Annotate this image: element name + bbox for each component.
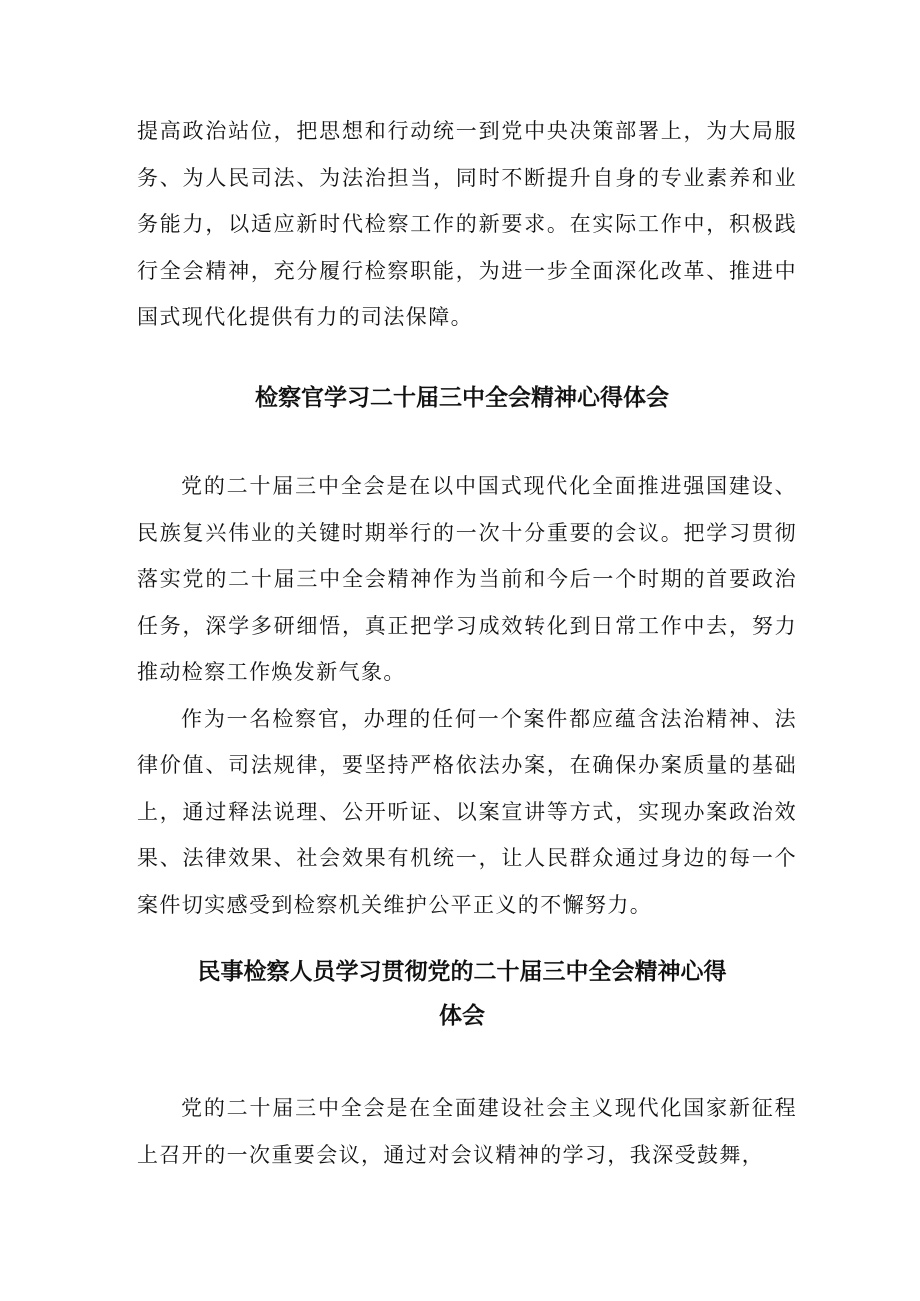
paragraph: 党的二十届三中全会是在以中国式现代化全面推进强国建设、民族复兴伟业的关键时期举行的一次十分重要的会议。把学习贯彻落实党的二十届三中全会精神作为当前和今后一个时期的首要政治任务，深学多研细悟，真正把学习成效转化到日常工作中去，努力推动检察工作焕发新气象。 bbox=[137, 474, 797, 684]
paragraph: 提高政治站位，把思想和行动统一到党中央决策部署上，为大局服务、为人民司法、为法治担当，同时不断提升自身的专业素养和业务能力，以适应新时代检察工作的新要求。在实际工作中，积极践行全会精神，充分履行检察职能，为进一步全面深化改革、推进中国式现代化提供有力的司法保障。 bbox=[137, 119, 797, 329]
paragraph: 作为一名检察官，办理的任何一个案件都应蕴含法治精神、法律价值、司法规律，要坚持严格依法办案，在确保办案质量的基础上，通过释法说理、公开听证、以案宣讲等方式，实现办案政治效果、法律效果、社会效果有机统一，让人民群众通过身边的每一个案件切实感受到检察机关维护公平正义的不懈努力。 bbox=[137, 706, 797, 917]
section-title-line: 民事检察人员学习贯彻党的二十届三中全会精神心得 bbox=[197, 959, 727, 985]
section-title: 检察官学习二十届三中全会精神心得体会 bbox=[255, 385, 669, 411]
section-continuation bbox=[137, 108, 797, 341]
section-body bbox=[137, 1085, 797, 1178]
paragraph: 党的二十届三中全会是在全面建设社会主义现代化国家新征程上召开的一次重要会议，通过对会议精神的学习，我深受鼓舞， bbox=[137, 1096, 797, 1167]
section-body bbox=[137, 463, 797, 928]
section-title-line: 体会 bbox=[439, 1003, 485, 1029]
section-title bbox=[137, 950, 787, 1038]
